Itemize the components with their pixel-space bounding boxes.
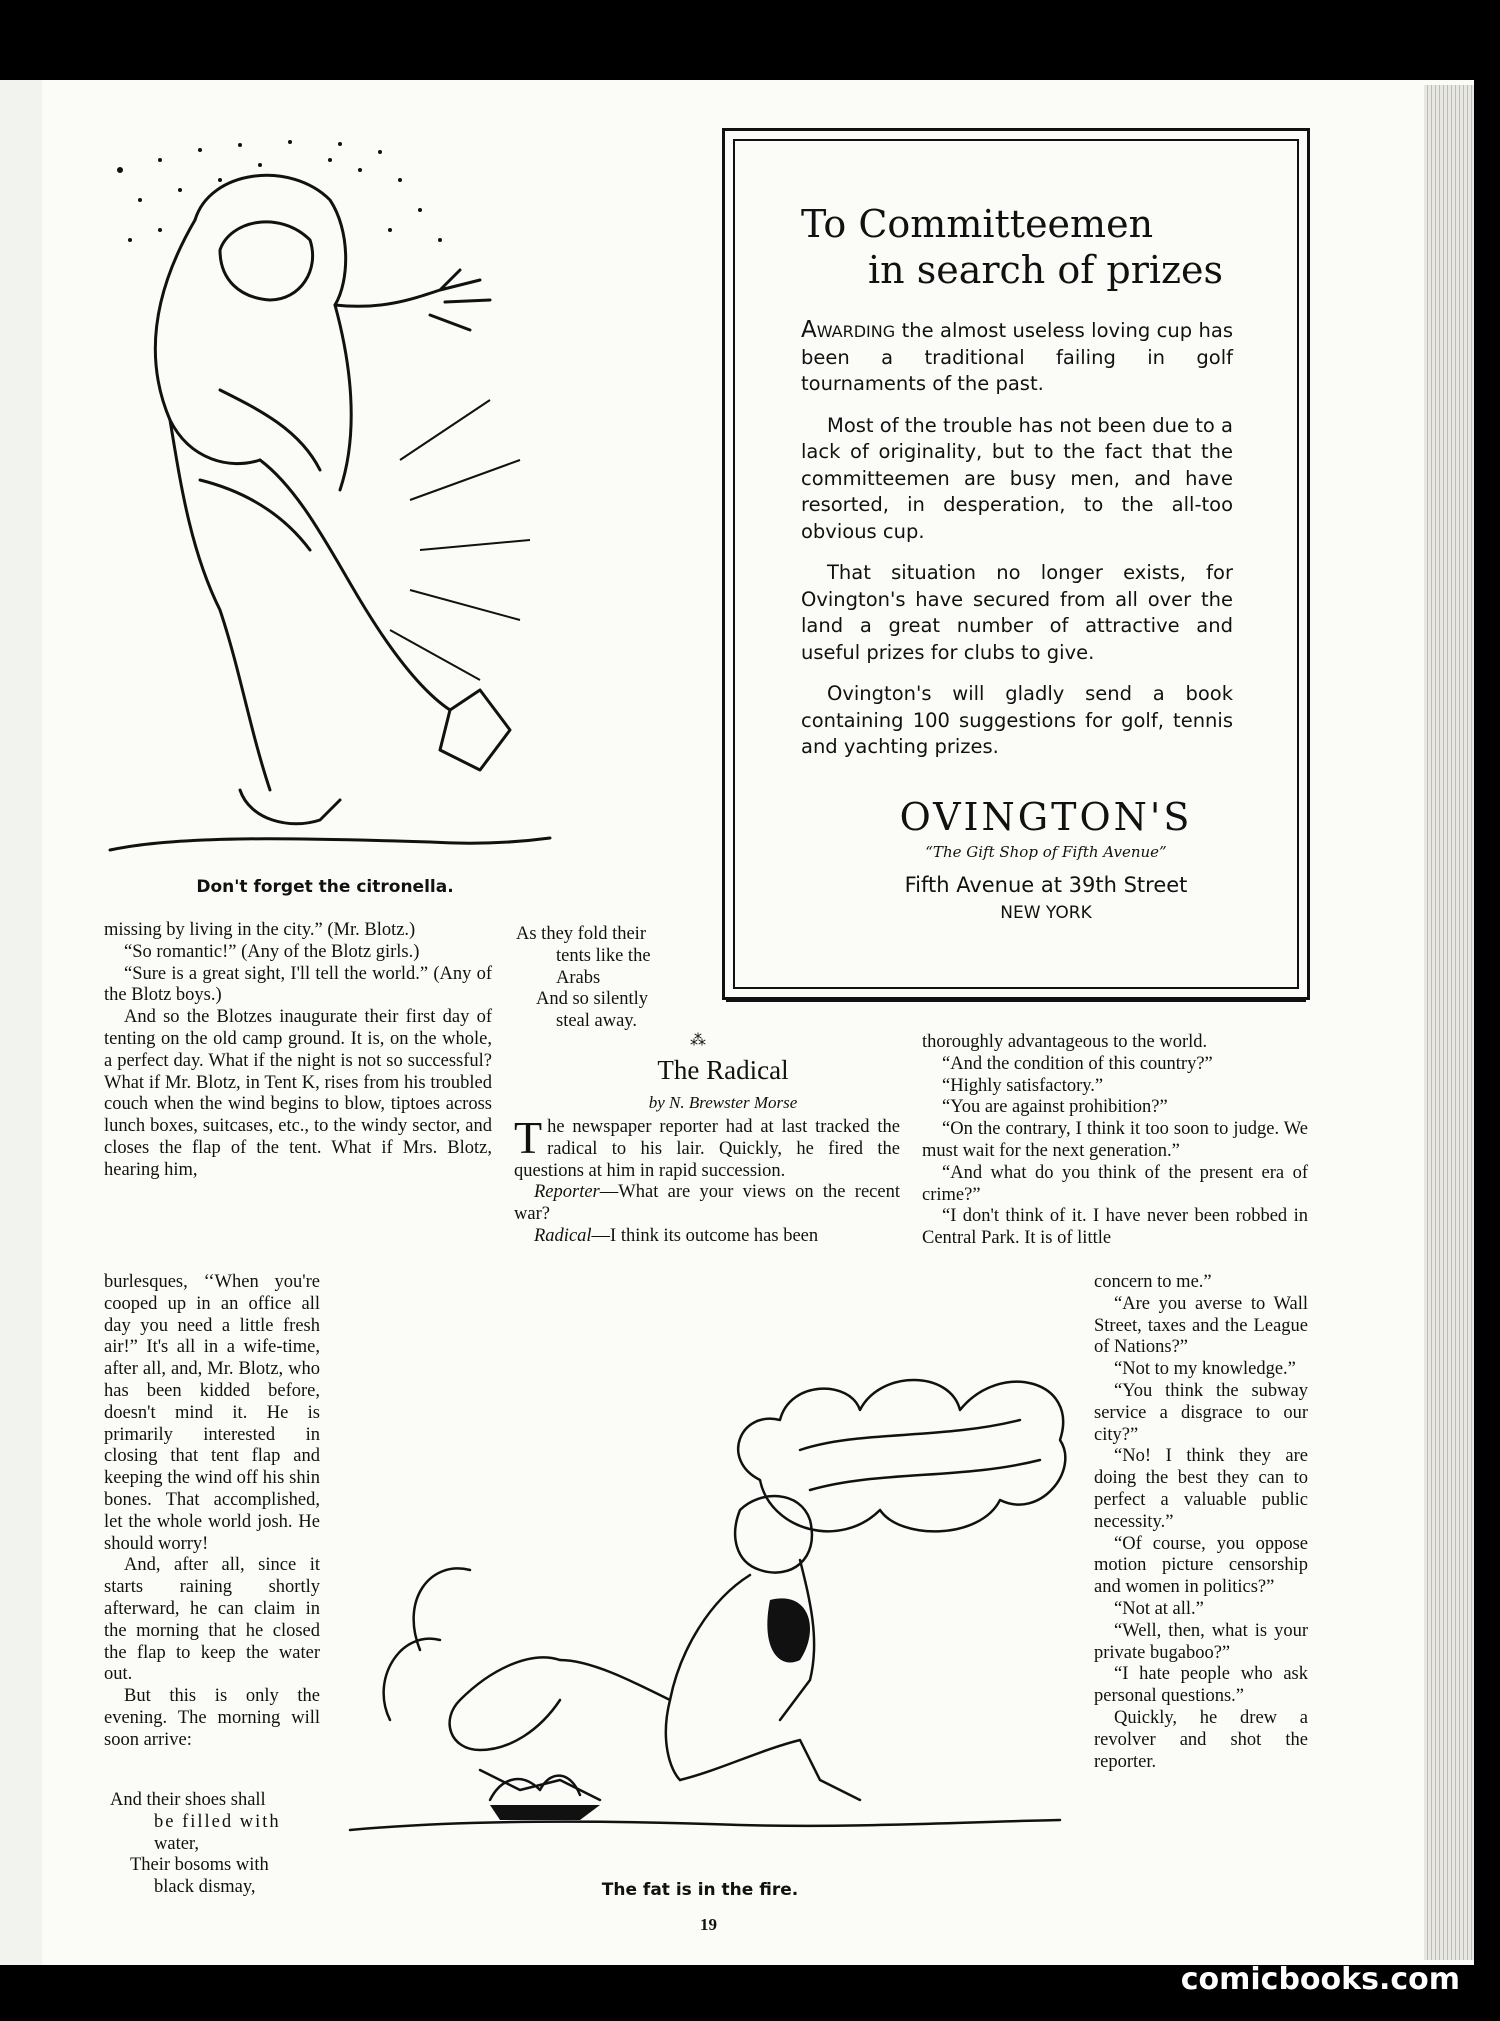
paragraph: “Not to my knowledge.” bbox=[1114, 1359, 1296, 1380]
article-right-column bbox=[922, 1032, 1308, 1250]
article-intro bbox=[514, 1112, 900, 1182]
ad-body bbox=[801, 317, 1233, 776]
ad-title bbox=[801, 201, 1223, 293]
verse-line: Arabs bbox=[556, 967, 601, 988]
paragraph: “On the contrary, I think it too soon to judge. We must wait for the next generation.” bbox=[922, 1119, 1308, 1161]
paragraph: But this is only the evening. The morning will soon arrive: bbox=[104, 1686, 320, 1750]
paragraph: “Sure is a great sight, I'll tell the world.” (Any of the Blotz boys.) bbox=[104, 963, 492, 1006]
paragraph: And so the Blotzes inaugurate their first day of tenting on the old camp ground. It is, on the whole, a perfect day. What if the night is not so successful? What if Mr. Blotz, in Tent K, rises from his troubled couch when the wind begins to blow, tiptoes across lunch boxes, suitcases, etc., to the windy sector, and closes the flap of the tent. What if Mrs. Blotz, hearing him, bbox=[104, 1007, 492, 1180]
ad-title-line-1: To Committeemen bbox=[801, 202, 1154, 246]
paragraph: “I don't think of it. I have never been robbed in Central Park. It is of little bbox=[922, 1206, 1308, 1249]
article-title: The Radical bbox=[657, 1055, 789, 1085]
page-stack-edge bbox=[1424, 85, 1474, 1960]
ad-paragraph-1-text: the almost useless loving cup has been a traditional failing in golf tournaments of the past. bbox=[801, 319, 1233, 395]
site-watermark: comicbooks.com bbox=[1180, 1962, 1460, 1997]
ad-address: Fifth Avenue at 39th Street bbox=[904, 873, 1188, 897]
article-byline: by N. Brewster Morse bbox=[648, 1093, 798, 1112]
paragraph: “Are you averse to Wall Street, taxes and the League of Nations?” bbox=[1094, 1293, 1308, 1358]
ad-title-line-2: in search of prizes bbox=[868, 248, 1224, 292]
paragraph: “You think the subway service a disgrace to our city?” bbox=[1094, 1380, 1308, 1445]
middle-verse bbox=[516, 924, 706, 1033]
illustration-man-at-fire bbox=[340, 1300, 1090, 1880]
drop-cap: T bbox=[514, 1112, 543, 1163]
paragraph: missing by living in the city.” (Mr. Blotz.) bbox=[104, 920, 416, 940]
answer-text: —I think its outcome has been bbox=[591, 1225, 819, 1246]
paragraph: Quickly, he drew a revolver and shot the reporter. bbox=[1094, 1707, 1308, 1772]
paragraph: “Highly satisfactory.” bbox=[942, 1075, 1104, 1096]
paragraph: “Not at all.” bbox=[1114, 1598, 1204, 1619]
speaker-reporter: Reporter bbox=[534, 1182, 600, 1203]
question-1 bbox=[514, 1182, 900, 1226]
paragraph: “Well, then, what is your private bugaboo?” bbox=[1094, 1620, 1308, 1663]
illustration-caption-1: Don't forget the citronella. bbox=[196, 877, 454, 897]
verse-line: And so silently bbox=[536, 989, 649, 1010]
paragraph: “So romantic!” (Any of the Blotz girls.) bbox=[124, 941, 420, 962]
ad-paragraph-1 bbox=[801, 317, 1233, 398]
verse-line: Their bosoms with bbox=[130, 1855, 269, 1876]
verse-line: And their shoes shall bbox=[110, 1790, 266, 1810]
illustration-caption-2: The fat is in the fire. bbox=[601, 1880, 799, 1900]
article-intro-text: he newspaper reporter had at last tracked the radical to his lair. Quickly, he fired the questions at him in rapid succession. bbox=[514, 1117, 900, 1181]
paragraph: “No! I think they are doing the best they can to perfect a valuable public necessity.” bbox=[1094, 1446, 1308, 1532]
paragraph: And, after all, since it starts raining shortly afterward, he can claim in the morning that he closed the flap to keep the water out. bbox=[104, 1555, 320, 1685]
verse-line: be filled with bbox=[154, 1811, 281, 1832]
ad-paragraph-4: Ovington's will gladly send a book containing 100 suggestions for golf, tennis and yachting prizes. bbox=[801, 682, 1233, 758]
ovingtons-advertisement bbox=[722, 128, 1310, 1000]
speaker-radical: Radical bbox=[534, 1225, 592, 1246]
paragraph: concern to me.” bbox=[1094, 1272, 1212, 1292]
left-verse bbox=[110, 1790, 330, 1899]
ad-paragraph-2: Most of the trouble has not been due to a lack of originality, but to the fact that the committeemen are busy men, and have resorted, in desperation, to the all-too obvious cup. bbox=[801, 413, 1233, 543]
paragraph: “You are against prohibition?” bbox=[942, 1097, 1168, 1118]
verse-line: steal away. bbox=[556, 1011, 637, 1032]
left-column-top bbox=[104, 920, 492, 1182]
verse-line: As they fold their bbox=[516, 924, 646, 944]
verse-line: water, bbox=[154, 1833, 199, 1854]
page-number: 19 bbox=[700, 1915, 717, 1934]
article-ornament: ⁂ bbox=[690, 1032, 706, 1049]
paragraph: burlesques, ‘‘When you're cooped up in an office all day you need a little fresh air!” It's all in a wife-time, after all, and, Mr. Blotz, who has been kidded before, doesn't mind it. He is primarily interested in closing that tent flap and keeping the wind off his shin bones. That accomplished, let the whole world josh. He should worry! bbox=[104, 1272, 320, 1554]
ad-paragraph-3: That situation no longer exists, for Ovington's have secured from all over the land a great number of attractive and useful prizes for clubs to give. bbox=[801, 561, 1233, 664]
ad-brand: OVINGTON'S bbox=[899, 795, 1193, 839]
verse-line: tents like the bbox=[556, 945, 651, 966]
ad-city: NEW YORK bbox=[1000, 903, 1092, 923]
answer-1 bbox=[514, 1226, 900, 1248]
article-middle-column bbox=[514, 1112, 900, 1248]
verse-line: black dismay, bbox=[154, 1877, 256, 1898]
article-right-narrow-column bbox=[1094, 1272, 1308, 1773]
paragraph: “Of course, you oppose motion picture censorship and women in politics?” bbox=[1094, 1533, 1308, 1598]
paragraph: thoroughly advantageous to the world. bbox=[922, 1032, 1208, 1052]
facing-page-edge bbox=[0, 80, 42, 1965]
paragraph: “And the condition of this country?” bbox=[942, 1053, 1213, 1074]
paragraph: “I hate people who ask personal questions.” bbox=[1094, 1664, 1308, 1707]
ad-tagline: “The Gift Shop of Fifth Avenue” bbox=[925, 843, 1167, 861]
paragraph: “And what do you think of the present era of crime?” bbox=[922, 1162, 1308, 1205]
illustration-man-in-hood bbox=[100, 130, 600, 870]
question-text: —What are your views on the recent war? bbox=[514, 1182, 900, 1225]
ad-bottom-rule bbox=[726, 1000, 1306, 1002]
ad-lead-word: Awarding bbox=[801, 317, 896, 343]
left-column-narrow bbox=[104, 1272, 320, 1752]
